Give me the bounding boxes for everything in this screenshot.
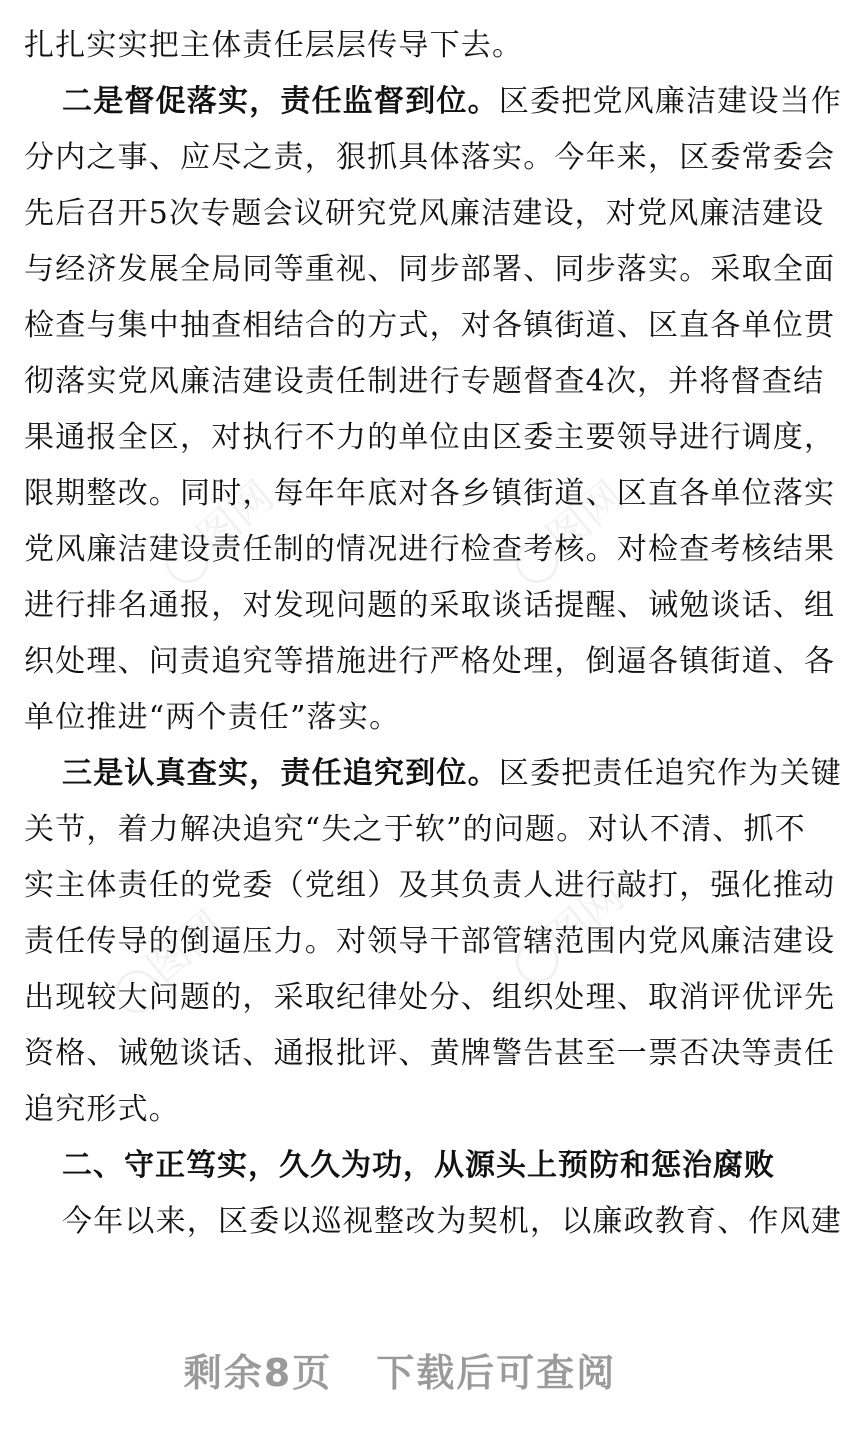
paragraph-2-first-line: [24, 74, 842, 130]
text-line: 今年以来，区委以巡视整改为契机，以廉政教育、作风建: [62, 1204, 842, 1239]
watermark: ◯图网: [151, 471, 284, 593]
section-heading: 二、守正笃实，久久为功，从源头上预防和惩治腐败: [62, 1148, 775, 1183]
text-line: 实主体责任的党委（党组）及其负责人进行敲打，强化推动: [24, 868, 836, 903]
watermark: ◯图网: [501, 871, 634, 993]
text-line: 出现较大问题的，采取纪律处分、组织处理、取消评优评先: [24, 980, 836, 1015]
paragraph-2-rest: 区委把党风廉洁建设当作: [498, 84, 842, 119]
paragraph-3-first-line: [24, 746, 842, 802]
text-line: 资格、诫勉谈话、通报批评、黄牌警告甚至一票否决等责任: [24, 1036, 836, 1071]
watermark: ◯图网: [101, 901, 234, 1023]
text-line: 责任传导的倒逼压力。对领导干部管辖范围内党风廉洁建设: [24, 924, 836, 959]
text-line: 先后召开5次专题会议研究党风廉洁建设，对党风廉洁建设: [24, 196, 825, 231]
text-line: 进行排名通报，对发现问题的采取谈话提醒、诫勉谈话、组: [24, 588, 836, 623]
text-line: 党风廉洁建设责任制的情况进行检查考核。对检查考核结果: [24, 532, 836, 567]
text-line: 检查与集中抽查相结合的方式，对各镇街道、区直各单位贯: [24, 308, 836, 343]
paragraph-2-lead: 二是督促落实，责任监督到位。: [62, 84, 499, 119]
document-body: [24, 18, 842, 1250]
download-to-view-label: 下载后可查阅: [376, 1351, 617, 1395]
paragraph-3-lead: 三是认真查实，责任追究到位。: [62, 756, 499, 791]
text-line: 单位推进“两个责任”落实。: [24, 700, 401, 735]
text-line: 果通报全区，对执行不力的单位由区委主要领导进行调度，: [24, 420, 836, 455]
paragraph-3-rest: 区委把责任追究作为关键: [498, 756, 842, 791]
remaining-pages-notice: [0, 1342, 800, 1397]
remaining-pages-label: 剩余8页: [183, 1351, 333, 1395]
watermark: ◯图网: [501, 471, 634, 593]
text-line: 织处理、问责追究等措施进行严格处理，倒逼各镇街道、各: [24, 644, 836, 679]
text-line: 追究形式。: [24, 1092, 180, 1127]
text-line: 关节，着力解决追究“失之于软”的问题。对认不清、抓不: [24, 812, 806, 847]
text-line: 彻落实党风廉洁建设责任制进行专题督查4次，并将督查结: [24, 364, 825, 399]
text-line: 限期整改。同时，每年年底对各乡镇街道、区直各单位落实: [24, 476, 836, 511]
text-line: 与经济发展全局同等重视、同步部署、同步落实。采取全面: [24, 252, 836, 287]
text-line: 扎扎实实把主体责任层层传导下去。: [24, 28, 524, 63]
text-line: 分内之事、应尽之责，狠抓具体落实。今年来，区委常委会: [24, 140, 836, 175]
